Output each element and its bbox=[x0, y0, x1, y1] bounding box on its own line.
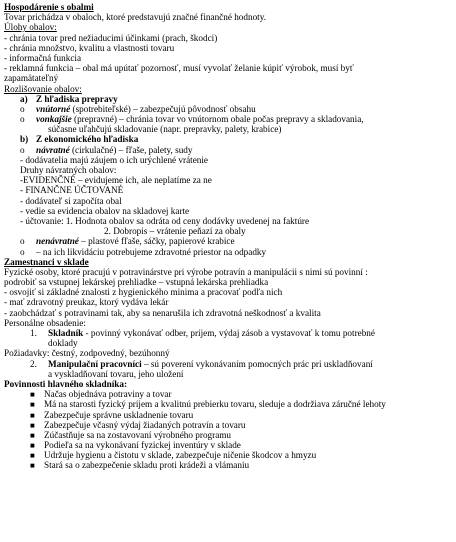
circle-bullet-icon: o bbox=[20, 246, 25, 257]
list-marker: b) bbox=[20, 134, 29, 145]
list-number: 1. bbox=[30, 328, 37, 338]
square-bullet-icon: ■ bbox=[30, 430, 35, 440]
item-text: – na ich likvidáciu potrebujeme zdravotné priestor na odpadky bbox=[36, 246, 267, 257]
text-line: - dodávatelia majú záujem o ich urýchlené vrátenie bbox=[20, 154, 209, 165]
paragraph: Fyzické osoby, ktoré pracujú v potravinárstve pri výrobe potravín a manipulácii s nimi sú povinní : bbox=[4, 266, 368, 277]
text-line: Druhy návratných obalov: bbox=[20, 165, 117, 175]
bullet-item bbox=[0, 389, 456, 399]
bullet-text: Stará sa o zabezpečenie skladu proti krádeži a vlámaniu bbox=[44, 460, 250, 471]
list-item-continuation: doklady bbox=[48, 338, 78, 349]
term-description: (spotrebiteľské) – zabezpečujú pôvodnosť obsahu bbox=[70, 103, 256, 114]
list-item bbox=[0, 104, 456, 114]
bullet-text: Zabezpečuje správne uskladnenie tovaru bbox=[44, 409, 194, 420]
category-heading-a bbox=[0, 94, 456, 104]
text-line: - osvojiť si základné znalosti z hygienického minima a pracovať podľa nich bbox=[4, 287, 283, 298]
bullet-item bbox=[0, 420, 456, 430]
circle-bullet-icon: o bbox=[20, 144, 25, 155]
square-bullet-icon: ■ bbox=[30, 441, 35, 451]
bullet-item bbox=[0, 450, 456, 460]
text-line: - dodávateľ si započíta obal bbox=[20, 195, 122, 206]
term-description: - povinný vykonávať odber, príjem, výdaj zásob a vystavovať k tomu potrebné bbox=[83, 328, 375, 338]
text-line: - zaobchádzať s potravinami tak, aby sa nenarušila ich zdravotná neškodnosť a kvalita bbox=[4, 307, 321, 318]
bullet-item bbox=[0, 410, 456, 420]
circle-bullet-icon: o bbox=[20, 103, 25, 114]
text-line: - účtovanie: 1. Hodnota obalov sa odráta od ceny dodávky uvedenej na faktúre bbox=[20, 215, 310, 226]
list-item bbox=[0, 247, 456, 257]
term-description: (prepravné) – chránia tovar vo vnútornom obale počas prepravy a skladovania, bbox=[71, 114, 364, 125]
term: vonkajšie bbox=[36, 114, 72, 125]
numbered-item bbox=[0, 359, 456, 369]
subheading-rozlisovanie: Rozlišovanie obalov: bbox=[4, 83, 82, 94]
list-item: - reklamná funkcia – obal má upútať pozornosť, musí vyvolať želanie kúpiť výrobok, musí byť bbox=[4, 63, 354, 74]
text-line: Personálne obsadenie: bbox=[4, 317, 86, 328]
text-line: - vedie sa evidencia obalov na skladovej karte bbox=[20, 205, 190, 216]
square-bullet-icon: ■ bbox=[30, 390, 35, 400]
term-description: – plastové fľaše, sáčky, papierové krabice bbox=[78, 236, 235, 247]
list-item bbox=[0, 236, 456, 246]
list-item: - informačná funkcia bbox=[4, 52, 82, 63]
list-item-continuation: a vyskladňovaní tovaru, jeho uložení bbox=[48, 368, 184, 379]
bullet-text: Načas objednáva potraviny a tovar bbox=[44, 389, 172, 400]
bullet-item bbox=[0, 399, 456, 409]
bullet-item bbox=[0, 430, 456, 440]
square-bullet-icon: ■ bbox=[30, 420, 35, 430]
text-line: -EVIDENČNÉ – evidujeme ich, ale neplatíme za ne bbox=[20, 175, 212, 186]
numbered-item bbox=[0, 328, 456, 338]
term-description: – sú poverení vykonávaním pomocných prác pri uskladňovaní bbox=[141, 358, 373, 369]
circle-bullet-icon: o bbox=[20, 114, 25, 125]
bullet-item bbox=[0, 440, 456, 450]
text-line: - FINANČNE ÚČTOVANÉ bbox=[20, 185, 124, 196]
list-item: - chránia množstvo, kvalitu a vlastnosti tovaru bbox=[4, 42, 175, 53]
list-item: - chránia tovar pred nežiaducimi účinkami (prach, škodci) bbox=[4, 32, 218, 43]
paragraph: Tovar prichádza v obaloch, ktoré predstavujú značné finančné hodnoty. bbox=[4, 12, 267, 23]
category-title: Z ekonomického hľadiska bbox=[36, 134, 139, 145]
bullet-text: Má na starosti fyzický príjem a kvalitnú prebierku tovaru, sleduje a dodržiava záručné lehoty bbox=[44, 399, 386, 410]
text-line: 2. Dobropis – vrátenie peňazí za obaly bbox=[104, 226, 246, 237]
text-line: podrobiť sa vstupnej lekárskej prehliadke – vstupná lekárska prehliadka bbox=[4, 277, 269, 288]
square-bullet-icon: ■ bbox=[30, 410, 35, 420]
subheading-povinnosti: Povinnosti hlavného skladníka: bbox=[4, 378, 128, 389]
bullet-text: Udržuje hygienu a čistotu v sklade, zabezpečuje ničenie škodcov a hmyzu bbox=[44, 450, 317, 461]
term: návratné bbox=[36, 144, 70, 155]
text-line: - mať zdravotný preukaz, ktorý vydáva lekár bbox=[4, 297, 169, 308]
square-bullet-icon: ■ bbox=[30, 400, 35, 410]
subheading-ulohy: Úlohy obalov: bbox=[4, 22, 57, 33]
circle-bullet-icon: o bbox=[20, 236, 25, 247]
category-title: Z hľadiska prepravy bbox=[36, 93, 118, 104]
list-item bbox=[0, 145, 456, 155]
bullet-text: Zabezpečuje včasný výdaj žiadaných potravín a tovaru bbox=[44, 419, 246, 430]
list-item-continuation: zapamätateľný bbox=[4, 73, 59, 84]
bullet-item bbox=[0, 460, 456, 470]
category-heading-b bbox=[0, 134, 456, 144]
term: Manipulační pracovníci bbox=[48, 358, 142, 369]
bullet-text: Podieľa sa na vykonávaní fyzickej inventúry v sklade bbox=[44, 440, 241, 451]
term: vnútorné bbox=[36, 103, 71, 114]
section-title-zamestnanci: Zamestnanci v sklade bbox=[4, 256, 89, 267]
square-bullet-icon: ■ bbox=[30, 461, 35, 471]
square-bullet-icon: ■ bbox=[30, 451, 35, 461]
section-title-obaly: Hospodárenie s obalmi bbox=[4, 2, 94, 12]
term: nenávratné bbox=[36, 236, 79, 247]
list-marker: a) bbox=[20, 93, 28, 104]
list-item-continuation: súčasne uľahčujú skladovanie (napr. prepravky, palety, krabice) bbox=[48, 124, 282, 135]
list-number: 2. bbox=[30, 358, 37, 369]
text-line: Požiadavky: čestný, zodpovedný, bezúhonný bbox=[4, 348, 170, 359]
bullet-text: Zúčastňuje sa na zostavovaní výrobného programu bbox=[44, 429, 232, 440]
term: Skladník bbox=[48, 328, 84, 338]
term-description: (cirkulačné) – fľaše, palety, sudy bbox=[69, 144, 193, 155]
list-item bbox=[0, 114, 456, 124]
